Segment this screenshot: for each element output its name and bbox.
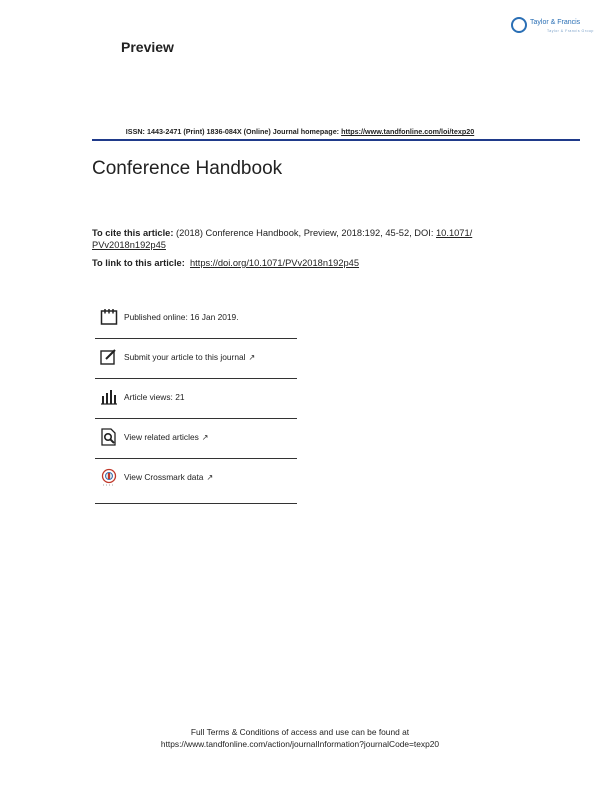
publisher-logo-icon	[511, 17, 527, 33]
crossmark-icon	[100, 468, 118, 486]
publisher-logo-text: Taylor & Francis	[530, 19, 581, 26]
external-link-icon: ↗	[248, 353, 256, 362]
published-online-item	[95, 299, 297, 339]
related-articles-link[interactable]: View related articles ↗	[124, 432, 209, 442]
link-block	[92, 258, 359, 268]
bar-chart-icon	[100, 388, 118, 406]
cite-text: (2018) Conference Handbook, Preview, 2018:192, 45-52, DOI:	[176, 228, 434, 238]
journal-name: Preview	[121, 39, 174, 55]
article-info-list	[95, 299, 297, 504]
header-divider	[92, 139, 580, 141]
issn-line	[0, 127, 600, 136]
submit-article-link[interactable]: Submit your article to this journal ↗	[124, 352, 256, 362]
cite-label: To cite this article:	[92, 228, 174, 238]
search-document-icon	[100, 428, 118, 446]
submit-article-item[interactable]	[95, 339, 297, 379]
published-online-text: Published online: 16 Jan 2019.	[124, 312, 239, 322]
publisher-logo-tagline: Taylor & Francis Group	[547, 29, 594, 33]
doi-link-part2[interactable]: PVv2018n192p45	[92, 239, 166, 250]
link-label: To link to this article:	[92, 258, 185, 268]
crossmark-link[interactable]: View Crossmark data ↗	[124, 472, 214, 482]
article-views-item	[95, 379, 297, 419]
crossmark-item[interactable]	[95, 459, 297, 504]
external-link-icon: ↗	[206, 473, 214, 482]
journal-homepage-link[interactable]: https://www.tandfonline.com/loi/texp20	[341, 127, 475, 136]
article-doi-link[interactable]: https://doi.org/10.1071/PVv2018n192p45	[189, 258, 360, 268]
publisher-logo	[511, 16, 594, 40]
article-title: Conference Handbook	[92, 158, 283, 179]
related-articles-item[interactable]	[95, 419, 297, 459]
external-link-icon: ↗	[201, 433, 209, 442]
edit-icon	[100, 348, 118, 366]
journal-information-link[interactable]: https://www.tandfonline.com/action/journalInformation?journalCode=texp20	[160, 739, 440, 749]
issn-text: ISSN: 1443-2471 (Print) 1836-084X (Online) Journal homepage:	[125, 127, 340, 136]
citation-block	[92, 228, 492, 251]
article-views-text: Article views: 21	[124, 392, 185, 402]
calendar-icon	[100, 308, 118, 326]
doi-link-part1[interactable]: 10.1071/	[436, 228, 473, 238]
terms-conditions-text: Full Terms & Conditions of access and use can be found at	[190, 727, 410, 737]
